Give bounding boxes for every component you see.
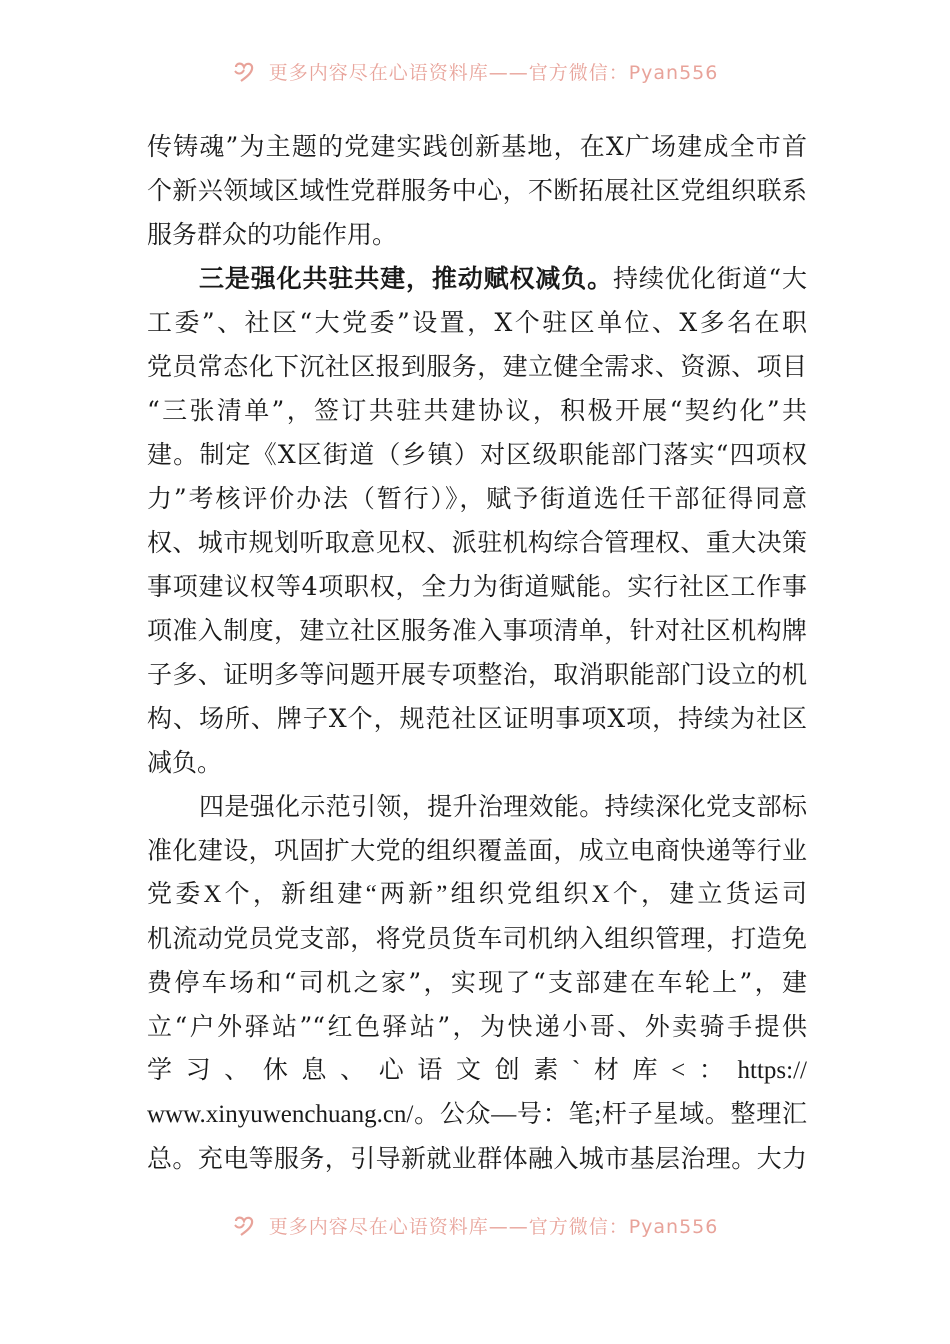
section-heading: 三是强化共驻共建，推动赋权减负。 bbox=[199, 264, 614, 293]
paragraph-line: 党委X个，新组建“两新”组织党组织X个，建立货运司 bbox=[147, 881, 807, 908]
watermark-text: 更多内容尽在心语资料库——官方微信：Pyan556 bbox=[268, 1216, 719, 1238]
paragraph-line: 立“户外驿站”“红色驿站”，为快递小哥、外卖骑手提供 bbox=[147, 1012, 807, 1041]
paragraph-line: 总。充电等服务，引导新就业群体融入城市基层治理。大力 bbox=[147, 1144, 807, 1173]
paragraph-line: 传铸魂”为主题的党建实践创新基地，在X广场建成全市首 bbox=[147, 132, 807, 161]
paragraph-first-line: 四是强化示范引领，提升治理效能。持续深化党支部标 bbox=[199, 792, 807, 821]
paragraph-line: 项准入制度，建立社区服务准入事项清单，针对社区机构牌 bbox=[147, 616, 807, 645]
paragraph-line: 建。制定《X区街道（乡镇）对区级职能部门落实“四项权 bbox=[147, 440, 807, 469]
paragraph-line: 工委”、社区“大党委”设置，X个驻区单位、X多名在职 bbox=[147, 308, 807, 337]
heart-logo-icon bbox=[232, 1215, 258, 1237]
paragraph-line: 服务群众的功能作用。 bbox=[147, 220, 398, 249]
body-text bbox=[147, 125, 807, 1181]
paragraph-line: 费停车场和“司机之家”，实现了“支部建在车轮上”，建 bbox=[147, 968, 807, 997]
paragraph-line: 准化建设，巩固扩大党的组织覆盖面，成立电商快递等行业 bbox=[147, 836, 807, 865]
paragraph-line: 事项建议权等4项职权，全力为街道赋能。实行社区工作事 bbox=[147, 572, 807, 601]
footer-watermark bbox=[0, 1212, 950, 1239]
watermark-text: 更多内容尽在心语资料库——官方微信：Pyan556 bbox=[268, 62, 719, 84]
paragraph-line: 减负。 bbox=[147, 748, 223, 777]
paragraph-first-line bbox=[147, 257, 807, 301]
paragraph-line: www.xinyuwenchuang.cn/。公众—号：笔;杆子星域。整理汇 bbox=[147, 1101, 807, 1128]
paragraph-line: “三张清单”，签订共驻共建协议，积极开展“契约化”共 bbox=[147, 396, 807, 425]
paragraph-line: 党员常态化下沉社区报到服务，建立健全需求、资源、项目 bbox=[147, 352, 807, 381]
paragraph-line: 权、城市规划听取意见权、派驻机构综合管理权、重大决策 bbox=[147, 528, 807, 557]
heart-logo-icon bbox=[232, 61, 258, 83]
paragraph-line: 构、场所、牌子X个，规范社区证明事项X项，持续为社区 bbox=[147, 704, 807, 733]
paragraph-line: 力”考核评价办法（暂行）》，赋予街道选任干部征得同意 bbox=[147, 484, 807, 513]
paragraph-line: 学习、休息、心语文创素`材库<：https:// bbox=[147, 1057, 807, 1084]
paragraph-line: 个新兴领域区域性党群服务中心，不断拓展社区党组织联系 bbox=[147, 176, 807, 205]
paragraph-text: 持续优化街道“大 bbox=[613, 264, 807, 293]
paragraph-line: 机流动党员党支部，将党员货车司机纳入组织管理，打造免 bbox=[147, 924, 807, 953]
header-watermark bbox=[0, 58, 950, 85]
paragraph-line: 子多、证明多等问题开展专项整治，取消职能部门设立的机 bbox=[147, 660, 807, 689]
